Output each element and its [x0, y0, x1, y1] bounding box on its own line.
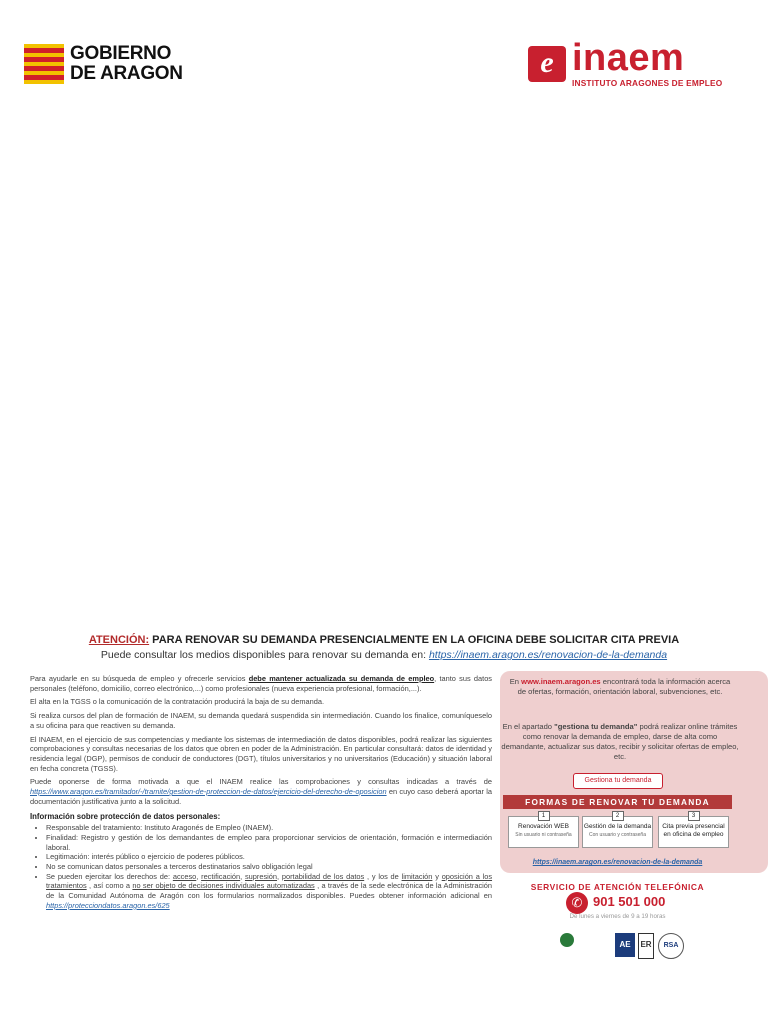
excellence-seal-logo: [560, 933, 612, 957]
right-oposicion: oposición a los tratamientos: [46, 871, 493, 891]
attention-text: PARA RENOVAR SU DEMANDA PRESENCIALMENTE EN LA OFICINA DEBE SOLICITAR CITA PREVIA: [152, 634, 680, 646]
step-label: Cita previa presencial en oficina de empleo: [662, 823, 725, 838]
right-rectificacion: rectificación: [201, 871, 241, 881]
paragraph-4: El INAEM, en el ejercicio de sus competencias y mediante los sistemas de intermediación de datos disponibles, podrá realizar las siguientes comprobaciones y consultas necesarias de los datos que obren en poder de la Administración. En particular consultará: datos de identidad y residencia legal (DGP), permisos de conducir de conductores (DGT), títulos universitarios y no universitarios (Educación) y situación laboral en fecha concreta (TGSS).: [30, 734, 492, 773]
rights-text-b: , a través de la sede electrónica de la Administración de la Comunidad Autónoma de Aragón con los formularios normalizados disponibles. Puedes obtener información adicional en: [46, 881, 493, 901]
p1-text-a: Para ayudarle en su búsqueda de empleo y ofrecerle servicios: [30, 674, 246, 683]
right-acceso: acceso: [172, 871, 197, 881]
rights-intro: Se pueden ejercitar los derechos de:: [46, 871, 171, 881]
step-sub: Sin usuario ni contraseña: [515, 832, 572, 838]
p1-emphasis: debe mantener actualizada su demanda de empleo: [248, 674, 435, 683]
step-number: 3: [688, 811, 700, 821]
box-p1-b: encontrará toda la información acerca de ofertas, formación, orientación laboral, subvenciones, etc.: [517, 677, 731, 696]
inaem-logo: [528, 37, 733, 92]
renovacion-link[interactable]: https://inaem.aragon.es/renovacion-de-la-demanda: [428, 649, 668, 661]
privacy-title: Información sobre protección de datos personales:: [30, 812, 221, 822]
phone-icon: ✆: [566, 892, 588, 914]
box-p2-bold: "gestiona tu demanda": [554, 722, 638, 731]
phone-number[interactable]: 901 501 000: [593, 894, 666, 909]
rsa-seal-logo: RSA: [658, 933, 684, 959]
inaem-e-icon: e: [528, 46, 566, 82]
box-p1-a: En: [509, 677, 520, 686]
privacy-item-rights: • Se pueden ejercitar los derechos de: acceso, rectificación, supresión, portabilidad de los datos , y los de limitación y oposición a los tratamientos , así como a no ser objeto de decisiones individuales automatizadas , a través de la sede electrónica de la Administración de la Comunidad Autónoma de Aragón con los formularios normalizados disponibles. Puedes obtener información adicional en https://protecciondatos.aragon.es/625: [46, 872, 492, 911]
step-label: Renovación WEB: [518, 823, 569, 830]
inaem-subtitle: INSTITUTO ARAGONES DE EMPLEO: [572, 78, 723, 88]
renovation-option-2: [582, 813, 653, 848]
rights-and: , y los de: [367, 871, 399, 881]
attention-heading: [40, 634, 728, 646]
oposicion-link[interactable]: https://www.aragon.es/tramitador/-/tramite/gestion-de-proteccion-de-datos/ejercicio-del-derecho-de-oposicion: [30, 787, 387, 797]
attention-sub-text: Puede consultar los medios disponibles para renovar su demanda en:: [100, 649, 427, 661]
excellence-mark-icon: [560, 933, 574, 947]
info-box: [500, 671, 768, 873]
formas-renovar-banner: FORMAS DE RENOVAR TU DEMANDA: [503, 795, 732, 809]
attention-subtext: [40, 649, 728, 661]
gobierno-line1: GOBIERNO: [70, 43, 172, 64]
box-paragraph-1: [506, 677, 734, 697]
box-paragraph-2: [500, 722, 740, 762]
rights-y: y: [435, 871, 439, 881]
privacy-item: • Finalidad: Registro y gestión de los demandantes de empleo para proporcionar servicios de orientación, formación e intermediación laboral.: [46, 833, 492, 852]
right-limitacion: limitación: [401, 871, 433, 881]
p5-text-b: en cuyo caso deberá aportar la documentación justificativa junto a la solicitud.: [30, 787, 492, 806]
er-certification-logo: ER: [638, 933, 654, 959]
gobierno-line2: DE ARAGON: [70, 63, 183, 84]
aragon-flag-icon: [24, 44, 64, 84]
step-number: 1: [538, 811, 550, 821]
step-label: Gestión de la demanda: [583, 823, 652, 830]
attention-label: ATENCIÓN:: [88, 634, 150, 646]
paragraph-2: El alta en la TGSS o la comunicación de la contratación producirá la baja de su demanda.: [30, 697, 325, 707]
right-supresion: supresión: [244, 871, 278, 881]
renovation-option-1: [508, 813, 579, 848]
paragraph-1: [30, 674, 492, 693]
inaem-site-link[interactable]: www.inaem.aragon.es: [521, 677, 601, 686]
privacy-item: • Responsable del tratamiento: Instituto Aragonés de Empleo (INAEM).: [46, 823, 492, 833]
rights-asi: , así como a: [89, 881, 131, 891]
box-renovacion-link[interactable]: https://inaem.aragon.es/renovacion-de-la-demanda: [532, 859, 703, 866]
p5-text-a: Puede oponerse de forma motivada a que el INAEM realice las comprobaciones y consultas indicadas a través de: [30, 777, 492, 787]
box-p2-b: podrá realizar online trámites como renovar la demanda de empleo, darse de alta como demandante, actualizar sus datos, recibir y solicitar ofertas de empleo, etc.: [501, 722, 739, 761]
paragraph-5: [30, 777, 492, 806]
right-no-decisiones: no ser objeto de decisiones individuales automatizadas: [132, 881, 315, 891]
p1-text-c: , tanto sus datos personales (teléfono, domicilio, correo electrónico,...) como profesionales (nueva experiencia profesional, formación,...).: [30, 674, 492, 693]
left-info-column: [30, 674, 492, 910]
privacy-list: [30, 823, 492, 910]
service-title: SERVICIO DE ATENCIÓN TELEFÓNICA: [530, 882, 705, 892]
renovation-option-3: [658, 813, 729, 848]
privacy-item: • No se comunican datos personales a terceros destinatarios salvo obligación legal: [46, 862, 492, 872]
step-number: 2: [612, 811, 624, 821]
box-p2-a: En el apartado: [502, 722, 553, 731]
ae-certification-logo: AE: [615, 933, 635, 957]
step-sub: Con usuario y contraseña: [589, 832, 646, 838]
gestiona-demanda-button[interactable]: Gestiona tu demanda: [573, 773, 663, 789]
gobierno-aragon-logo: [24, 44, 214, 86]
right-portabilidad: portabilidad de los datos: [281, 871, 365, 881]
inaem-wordmark: inaem: [572, 37, 685, 79]
privacy-item: • Legitimación: interés público o ejercicio de poderes públicos.: [46, 852, 492, 862]
service-hours: De lunes a viernes de 9 a 19 horas: [569, 913, 666, 920]
proteccion-datos-link[interactable]: https://protecciondatos.aragon.es/625: [46, 900, 170, 910]
paragraph-3: Si realiza cursos del plan de formación de INAEM, su demanda quedará suspendida sin intermediación. Cuando los finalice, comuníqueselo a su oficina para que reactiven su demanda.: [30, 711, 492, 730]
